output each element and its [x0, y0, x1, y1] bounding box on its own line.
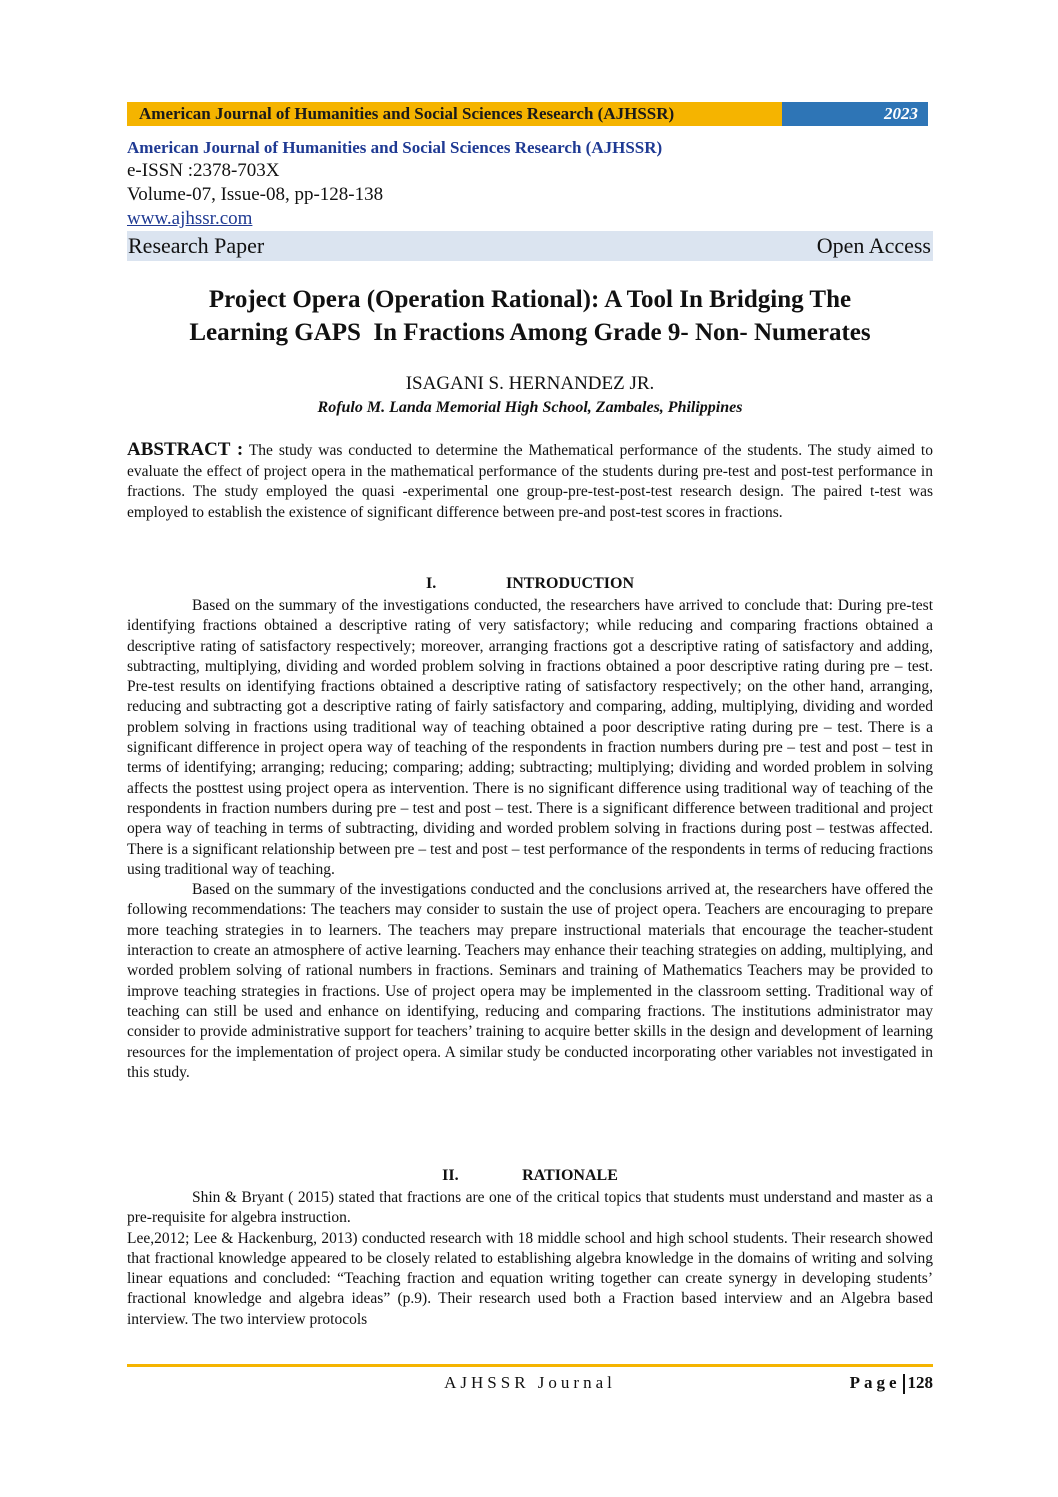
paragraph: Shin & Bryant ( 2015) stated that fractions are one of the critical topics that students must understand and master as a pre-requisite for algebra instruction. [127, 1189, 933, 1227]
paragraph: Lee,2012; Lee & Hackenburg, 2013) conducted research with 18 middle school and high school students. Their research showed that fractional knowledge appeared to be closely related to establishing algebra knowledge in the domains of writing and solving linear equations and concluded: “Teaching fraction and equation writing together can create synergy in developing students’ fractional knowledge and algebra ideas” (p.9). Their research used both a Fraction based interview and an Algebra based interview. The two interview protocols [127, 1229, 933, 1328]
footer-rule [127, 1364, 933, 1367]
section-heading-rationale [127, 1166, 933, 1186]
website-link[interactable]: www.ajhssr.com [127, 208, 253, 229]
section-title: RATIONALE [522, 1167, 618, 1184]
article-title [127, 283, 933, 349]
section-heading-introduction [127, 574, 933, 594]
section-number: II. [442, 1167, 459, 1184]
masthead [127, 137, 933, 261]
access-type: Open Access [816, 233, 931, 258]
paper-type: Research Paper [128, 233, 265, 258]
abstract [127, 440, 933, 523]
abstract-text: The study was conducted to determine the Mathematical performance of the students. The study aimed to evaluate the effect of project opera in the mathematical performance of the students during pre-test and post-test performance in fractions. The study employed the quasi -experimental one group-pre-test-post-test research design. The paired t-test was employed to establish the existence of significant difference between pre-and post-test scores in fractions. [127, 442, 933, 521]
section-title: INTRODUCTION [505, 575, 634, 592]
footer-journal: AJHSSR Journal [444, 1373, 616, 1392]
page-label: Page [849, 1373, 901, 1392]
author-affiliation: Rofulo M. Landa Memorial High School, Zambales, Philippines [317, 399, 743, 416]
section-number: I. [425, 575, 437, 592]
page-number: 128 [907, 1373, 933, 1392]
abstract-label: ABSTRACT : [127, 439, 244, 460]
footer-page [850, 1373, 933, 1394]
paragraph: Based on the summary of the investigations conducted and the conclusions arrived at, the researchers have offered the following recommendations: The teachers may consider to sustain the use of project opera. Teachers are encouraging to prepare more teaching strategies in to learners. The teachers may prepare instructional materials that encourage the teacher-student interaction to create an atmosphere of active learning. Teachers may enhance their teaching strategies on adding, multiplying, and worded problem solving of rational numbers in fractions. Seminars and training of Mathematics Teachers may be provided to improve teaching strategies in fractions. Use of project opera may be implemented in the classroom setting. Traditional way of teaching can still be used and enhance on identifying, reducing and comparing fractions. The institutions administrator may consider to provide administrative support for teachers’ training to acquire better skills in the design and development of learning resources for the implementation of project opera. A similar study be conducted incorporating other variables not investigated in this study. [127, 881, 933, 1081]
paper-type-bar [127, 231, 933, 261]
introduction-body [127, 596, 933, 1083]
paragraph: Based on the summary of the investigations conducted, the researchers have arrived to conclude that: During pre-test identifying fractions obtained a descriptive rating of very satisfactory; while reducing and comparing fractions obtained a descriptive rating of satisfactory respectively; moreover, arranging fractions got a descriptive rating of satisfactory and adding, subtracting, multiplying, dividing and worded problem solving in fractions obtained a poor descriptive rating during pre – test. Pre-test results on identifying fractions obtained a descriptive rating of satisfactory respectively; on the other hand, arranging, reducing and subtracting got a descriptive rating of fairly satisfactory and comparing, adding, multiplying, dividing and worded problem solving in fractions using traditional way of teaching obtained a poor descriptive rating during pre – test. There is a significant difference in project opera way of teaching of the respondents in fraction numbers during pre – test and post – test in terms of identifying; arranging; reducing; comparing; adding; subtracting; multiplying; dividing and worded problem in solving affects the posttest using project opera as intervention. There is no significant difference using traditional way of teaching of the respondents in fraction numbers during pre – test and post – test. There is a significant difference between traditional and project opera way of teaching in terms of subtracting, dividing and worded problem solving in fractions during post – testwas affected. There is a significant relationship between pre – test and post – test performance of the respondents in terms of reducing fractions using traditional way of teaching. [127, 597, 933, 878]
page-footer [127, 1373, 933, 1399]
rationale-body [127, 1188, 933, 1330]
title-line-2: Learning GAPS In Fractions Among Grade 9- Non- Numerates [189, 319, 871, 346]
eissn: e-ISSN :2378-703X [127, 160, 280, 181]
author-name: ISAGANI S. HERNANDEZ JR. [405, 373, 655, 394]
title-line-1: Project Opera (Operation Rational): A Tool In Bridging The [208, 286, 852, 313]
running-header-year: 2023 [782, 102, 928, 126]
page-separator [903, 1374, 905, 1394]
running-header [127, 102, 928, 126]
running-header-journal: American Journal of Humanities and Social Sciences Research (AJHSSR) [127, 102, 782, 126]
journal-name: American Journal of Humanities and Social Sciences Research (AJHSSR) [127, 138, 663, 157]
volume-issue: Volume-07, Issue-08, pp-128-138 [127, 184, 384, 205]
